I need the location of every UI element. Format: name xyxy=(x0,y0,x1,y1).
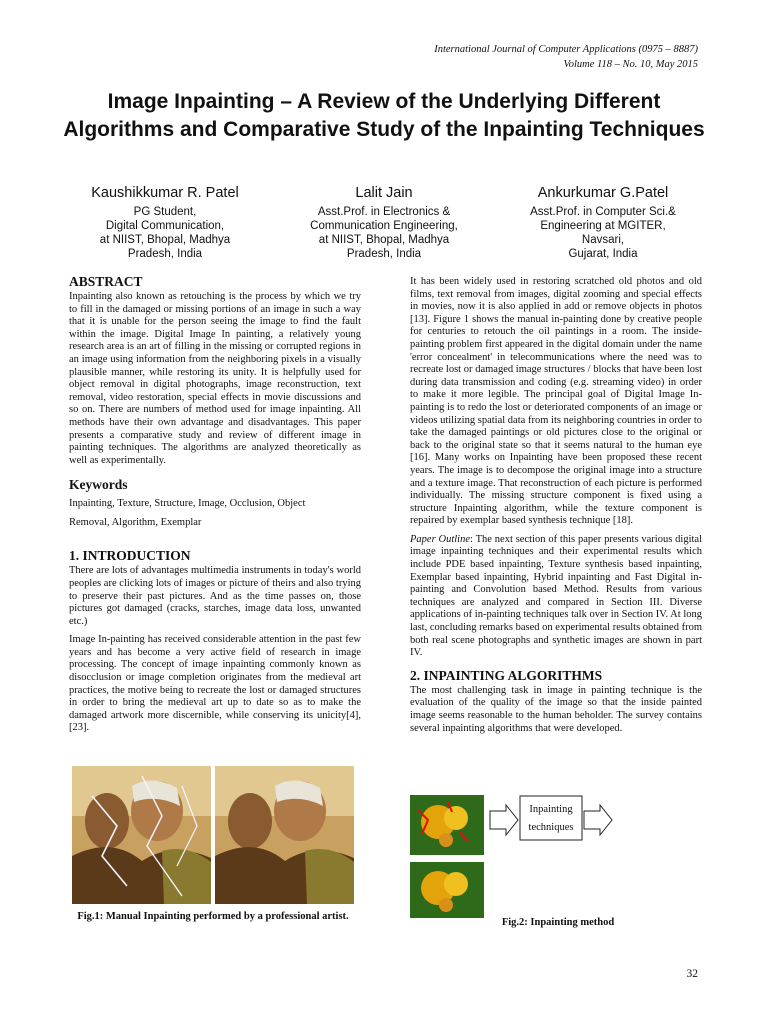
author-affiliation: Navsari, xyxy=(581,234,625,246)
author-affiliation: Asst.Prof. in Computer Sci.& xyxy=(530,206,676,218)
arrow-right-icon xyxy=(490,805,518,835)
figure-2-caption: Fig.2: Inpainting method xyxy=(501,917,615,928)
author-2 xyxy=(279,184,489,261)
box-label: techniques xyxy=(528,822,574,833)
author-affiliation: Pradesh, India xyxy=(127,248,203,260)
author-1 xyxy=(60,184,270,261)
outline-label: Paper Outline xyxy=(410,533,471,545)
abstract-text: Inpainting also known as retouching is the process by which we try to fill in the damaged or missing portions of an image in such a way that it is unable for the person seeing the image to find the fault within the image. Digital Image In painting, a relatively young research area is an art of filling in the missing or corrupted regions in an image using information from the neighboring pixels in a visually plausible manner, while restoring its unity. It is helpfully used for object removal in digital photographs, image reconstruction, text removal, video restoration, special effects in movie discussions and so on. There are numbers of method used for image inpainting. All methods have their own advantage and disadvantages. This paper presents a comparative study and review of different image in painting techniques. The algorithms are analyzed theoretically as well as experimentally. xyxy=(69,291,361,466)
keywords-line: Inpainting, Texture, Structure, Image, Occlusion, Object xyxy=(69,498,306,510)
journal-header xyxy=(434,42,698,72)
inpainting-method-diagram xyxy=(408,790,708,920)
author-name: Kaushikkumar R. Patel xyxy=(91,185,239,201)
damaged-flower-image xyxy=(410,795,484,855)
figure-1-caption: Fig.1: Manual Inpainting performed by a professional artist. xyxy=(77,911,349,922)
author-affiliation: PG Student, xyxy=(133,206,197,218)
intro-heading: 1. INTRODUCTION xyxy=(69,548,191,564)
inpainting-techniques-box xyxy=(520,796,582,840)
journal-name: International Journal of Computer Applications (0975 – 8887) xyxy=(434,44,698,55)
author-name: Ankurkumar G.Patel xyxy=(537,185,669,201)
arrow-right-icon xyxy=(584,805,612,835)
author-name: Lalit Jain xyxy=(355,185,413,201)
section-2-text: The most challenging task in image in painting technique is the evaluation of the quality of the image so that the inside painted image seems reasonable to the human beholder. The survey contains several inpainting algorithms that were developed. xyxy=(410,684,702,734)
author-affiliation: Asst.Prof. in Electronics & xyxy=(317,206,451,218)
page-number: 32 xyxy=(686,968,698,980)
author-3 xyxy=(498,184,708,261)
box-label: Inpainting xyxy=(529,804,573,815)
left-column xyxy=(69,274,361,741)
restored-painting-image xyxy=(215,766,354,904)
author-affiliation: Gujarat, India xyxy=(568,248,638,260)
keywords-heading: Keywords xyxy=(69,477,128,493)
author-affiliation: Digital Communication, xyxy=(105,220,225,232)
author-affiliation: Communication Engineering, xyxy=(310,220,458,232)
intro-paragraph: Image In-painting has received considerable attention in the past few years and has become a very active field of research in image processing. The concept of image inpainting commonly known as disocclusion or image completion originates from the medieval art practices, the motive being to recreate the lost or damaged structures in order to bring the medieval art up to date so as to make the damaged artwork more discernible, while conserving its unicity[4],[23]. xyxy=(69,634,361,734)
figure-2 xyxy=(408,790,708,920)
author-affiliation: Engineering at MGITER, xyxy=(540,220,666,232)
damaged-painting-image xyxy=(72,766,211,904)
keywords-line: Removal, Algorithm, Exemplar xyxy=(69,517,202,529)
outline-text: : The next section of this paper presents various digital image inpainting techniques and their experimental results which include PDE based inpainting, Texture synthesis based inpainting, Exemplar based inpainting, Hybrid inpainting and Fast Digital in-painting and Convolution based Method. Results from various techniques are analyzed and compared in Section III. Diverse applications of in-painting techniques talk over in Section IV. At long last, concluding remarks based on experimental results obtained from both real scene photographs and synthetic images are shown in part IV. xyxy=(410,533,702,659)
right-column xyxy=(410,276,702,741)
abstract-heading: ABSTRACT xyxy=(69,274,143,289)
intro-paragraph: There are lots of advantages multimedia instruments in today's world peoples are clicking lots of images or picture of theirs and also trying to preserve their past pictures. And as the time passes on, those pictures got damaged (cracks, starches, image data loss, unwanted etc.) xyxy=(69,565,361,627)
body-paragraph: It has been widely used in restoring scratched old photos and old films, text removal from images, digital zooming and special effects in movies, now it is also applied in add or remove objects in photos [13]. Figure 1 shows the manual in-painting done by creative people for centuries to retouch the oil paintings in a room. The inside-painting problem first appeared in the digital domain under the name 'error concealment' in telecommunications where the need was to recreate lost or damaged image structures / blocks that have been lost during data transmission and coding (e.g. streaming video) in order to make it more legible. The principal goal of Digital Image In-painting is to redo the lost or deteriorated components of an image or videos utilizing spatial data from its neighboring countries in order to take the damaged paintings or old pictures close to the original or back to the original state so that it seems natural to the human eye [16]. Many works on Inpainting have been proposed these recent years. The image is to decompose the original image into a structure and a texture image. That reconstruction of each picture is performed individually. The missing structure component is fixed using a structure Inpainting algorithm, while the texture component is repaired by exemplar based synthesis technique [18]. xyxy=(410,276,702,527)
author-affiliation: at NIIST, Bhopal, Madhya xyxy=(99,234,231,246)
author-affiliation: Pradesh, India xyxy=(346,248,422,260)
figure-1 xyxy=(72,766,354,904)
author-affiliation: at NIIST, Bhopal, Madhya xyxy=(318,234,450,246)
journal-volume: Volume 118 – No. 10, May 2015 xyxy=(563,59,698,70)
section-2-heading: 2. INPAINTING ALGORITHMS xyxy=(410,667,603,683)
paper-title: Image Inpainting – A Review of the Underlying Different Algorithms and Comparative Study of the Inpainting Techniques xyxy=(63,90,705,141)
restored-flower-image xyxy=(410,862,484,918)
outline-paragraph xyxy=(410,534,702,660)
author-block xyxy=(60,184,708,261)
